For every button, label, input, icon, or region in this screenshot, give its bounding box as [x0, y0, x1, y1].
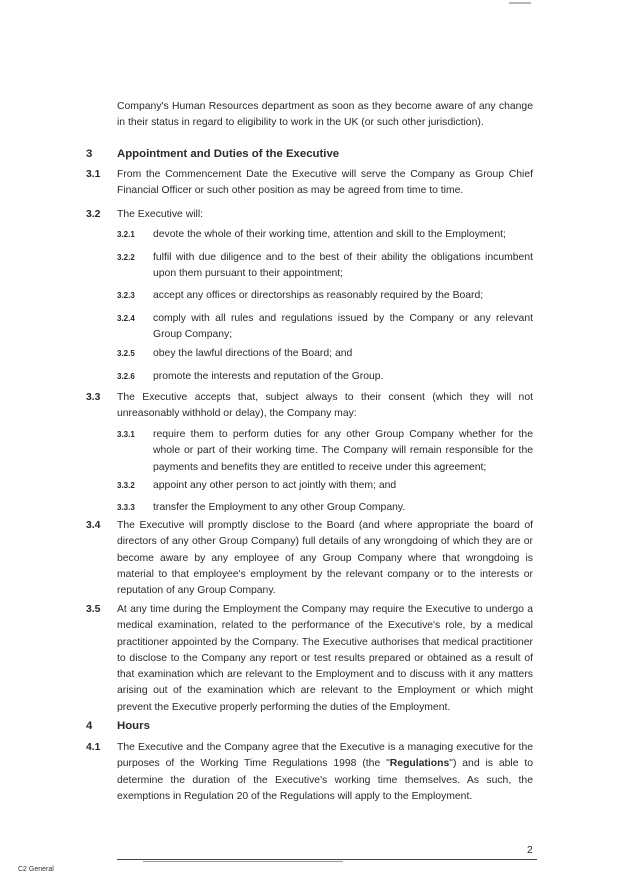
clause-3-3-1-number: 3.3.1 [117, 430, 135, 439]
clause-3-2-4-text: comply with all rules and regulations issued by the Company or any relevant Group Company; [153, 313, 533, 341]
clause-3-2-6-number: 3.2.6 [117, 372, 135, 381]
clause-3-2-2-text: fulfil with due diligence and to the best of their ability the obligations incumbent upon them pursuant to their appointment; [153, 252, 533, 280]
clause-3-2-5-number: 3.2.5 [117, 349, 135, 358]
clause-3-4-text: The Executive will promptly disclose to the Board (and where appropriate the board of directors of any other Group Company) full details of any wrongdoing of which they are or become aware by any employee of any Group Company where that wrongdoing is material to that employee's employment by the relevant company or to the interests or reputation of any Group Company. [117, 520, 533, 597]
clause-3-3-text: The Executive accepts that, subject always to their consent (which they will not unreasonably withhold or delay), the Company may: [117, 392, 533, 420]
classification-label: C2 General [18, 866, 54, 873]
clause-3-2-3-text: accept any offices or directorships as reasonably required by the Board; [153, 290, 484, 301]
clause-3-3-2-number: 3.3.2 [117, 481, 135, 490]
defined-term-regulations: Regulations [389, 758, 450, 770]
clause-3-5-text: At any time during the Employment the Company may require the Executive to undergo a medical examination, related to the performance of the Executive's role, by a medical practitioner appointed by the Company. The Executive authorises that medical practitioner to disclose to the Company any report or test results prepared or obtained as a result of that examination which are relevant to the Employment and to discuss with it any matters arising out of the examination which are relevant to the Employment or which might prevent the Executive properly performing the duties of the Employment. [117, 604, 533, 713]
clause-3-3-number: 3.3 [86, 392, 101, 403]
clause-3-2-2-number: 3.2.2 [117, 253, 135, 262]
clause-4-1-text-end: ") and is able to determine the duration of the Executive's working time themselves. As such, the exemptions in Regulation 20 of the Regulations will apply to the Employment. [117, 758, 533, 802]
clause-3-5-number: 3.5 [86, 604, 101, 615]
section-3-number: 3 [86, 148, 93, 160]
section-4-number: 4 [86, 720, 93, 732]
section-3-title: Appointment and Duties of the Executive [117, 148, 340, 160]
footer-rule-secondary [143, 861, 343, 862]
clause-3-3-3-number: 3.3.3 [117, 503, 135, 512]
clause-4-1-text [117, 740, 533, 805]
continuation-paragraph: Company's Human Resources department as soon as they become aware of any change in their status in regard to eligibility to work in the UK (or such other jurisdiction). [117, 101, 533, 129]
clause-3-2-text: The Executive will: [117, 209, 204, 220]
clause-3-3-2-text: appoint any other person to act jointly with them; and [153, 480, 397, 491]
clause-4-1-text-start: The Executive and the Company agree that the Executive is a managing executive for the purposes of the Working Time Regulations 1998 (the " [117, 742, 533, 770]
footer-rule [117, 859, 537, 860]
clause-3-1-text: From the Commencement Date the Executive will serve the Company as Group Chief Financial Officer or such other position as may be agreed from time to time. [117, 169, 533, 197]
clause-3-2-4-number: 3.2.4 [117, 314, 135, 323]
clause-3-2-1-number: 3.2.1 [117, 230, 135, 239]
clause-3-2-1-text: devote the whole of their working time, attention and skill to the Employment; [153, 229, 506, 240]
clause-3-1-number: 3.1 [86, 169, 101, 180]
clause-3-3-3-text: transfer the Employment to any other Group Company. [153, 502, 406, 513]
clause-3-2-6-text: promote the interests and reputation of the Group. [153, 371, 384, 382]
scan-mark [509, 2, 531, 4]
clause-4-1-number: 4.1 [86, 742, 101, 753]
clause-3-2-number: 3.2 [86, 209, 101, 220]
clause-3-3-1-text: require them to perform duties for any other Group Company whether for the whole or part of their working time. The Company will remain responsible for the payments and benefits they are entitled to receive under this agreement; [153, 429, 533, 473]
clause-3-2-5-text: obey the lawful directions of the Board; and [153, 348, 353, 359]
clause-3-4-number: 3.4 [86, 520, 101, 531]
clause-3-2-3-number: 3.2.3 [117, 291, 135, 300]
section-4-title: Hours [117, 720, 150, 732]
page-number: 2 [527, 845, 533, 856]
